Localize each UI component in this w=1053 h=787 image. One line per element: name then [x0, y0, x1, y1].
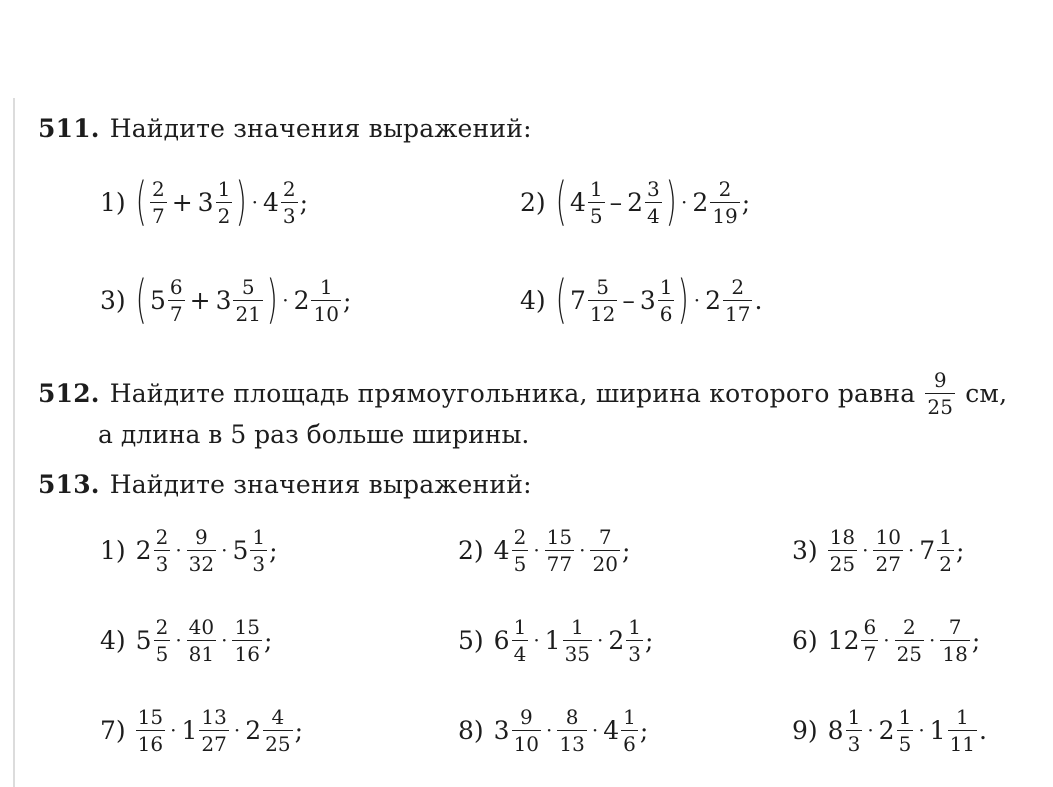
expression-513-9: 9) 8 $\frac{1}{3}$ · 2 $\frac{1}{5}$ · 1 $\frac{1}{11}$ .	[792, 704, 987, 756]
expression-511-1: 1) ( $\frac{2}{7}$ + 3 $\frac{1}{2}$ ) · 4 $\frac{2}{3}$ ;	[100, 172, 309, 232]
problem-number: 511.	[38, 114, 100, 143]
problem-512-heading: 512. Найдите площадь прямоугольника, ширина которого равна $\frac{9}{25}$ см,	[38, 368, 1008, 419]
expression-513-2: 2) 4 $\frac{2}{5}$ · $\frac{15}{77}$ · $\frac{7}{20}$ ;	[458, 524, 631, 576]
problem-512-line2: а длина в 5 раз больше ширины.	[98, 420, 530, 449]
expression-513-6: 6) 12 $\frac{6}{7}$ · $\frac{2}{25}$ · $\frac{7}{18}$ ;	[792, 614, 981, 666]
expression-513-7: 7) $\frac{15}{16}$ · 1 $\frac{13}{27}$ · 2 $\frac{4}{25}$ ;	[100, 704, 303, 756]
cropped-previous-line	[14, 92, 1053, 100]
expression-513-4: 4) 5 $\frac{2}{5}$ · $\frac{40}{81}$ · $\frac{15}{16}$ ;	[100, 614, 273, 666]
problem-prompt: Найдите значения выражений:	[109, 114, 532, 143]
page-edge	[13, 98, 15, 787]
expression-513-5: 5) 6 $\frac{1}{4}$ · 1 $\frac{1}{35}$ · 2 $\frac{1}{3}$ ;	[458, 614, 654, 666]
expression-513-3: 3) $\frac{18}{25}$ · $\frac{10}{27}$ · 7 $\frac{1}{2}$ ;	[792, 524, 965, 576]
expression-511-4: 4) ( 7 $\frac{5}{12}$ – 3 $\frac{1}{6}$ ) · 2 $\frac{2}{17}$ .	[520, 270, 763, 330]
expression-513-1: 1) 2 $\frac{2}{3}$ · $\frac{9}{32}$ · 5 $\frac{1}{3}$ ;	[100, 524, 278, 576]
expression-511-3: 3) ( 5 $\frac{6}{7}$ + 3 $\frac{5}{21}$ ) · 2 $\frac{1}{10}$ ;	[100, 270, 352, 330]
blank-top-area	[0, 0, 1053, 92]
expression-511-2: 2) ( 4 $\frac{1}{5}$ – 2 $\frac{3}{4}$ ) · 2 $\frac{2}{19}$ ;	[520, 172, 751, 232]
problem-511-heading	[38, 114, 532, 143]
expression-513-8: 8) 3 $\frac{9}{10}$ · $\frac{8}{13}$ · 4 $\frac{1}{6}$ ;	[458, 704, 649, 756]
problem-513-heading: 513. Найдите значения выражений:	[38, 470, 532, 499]
